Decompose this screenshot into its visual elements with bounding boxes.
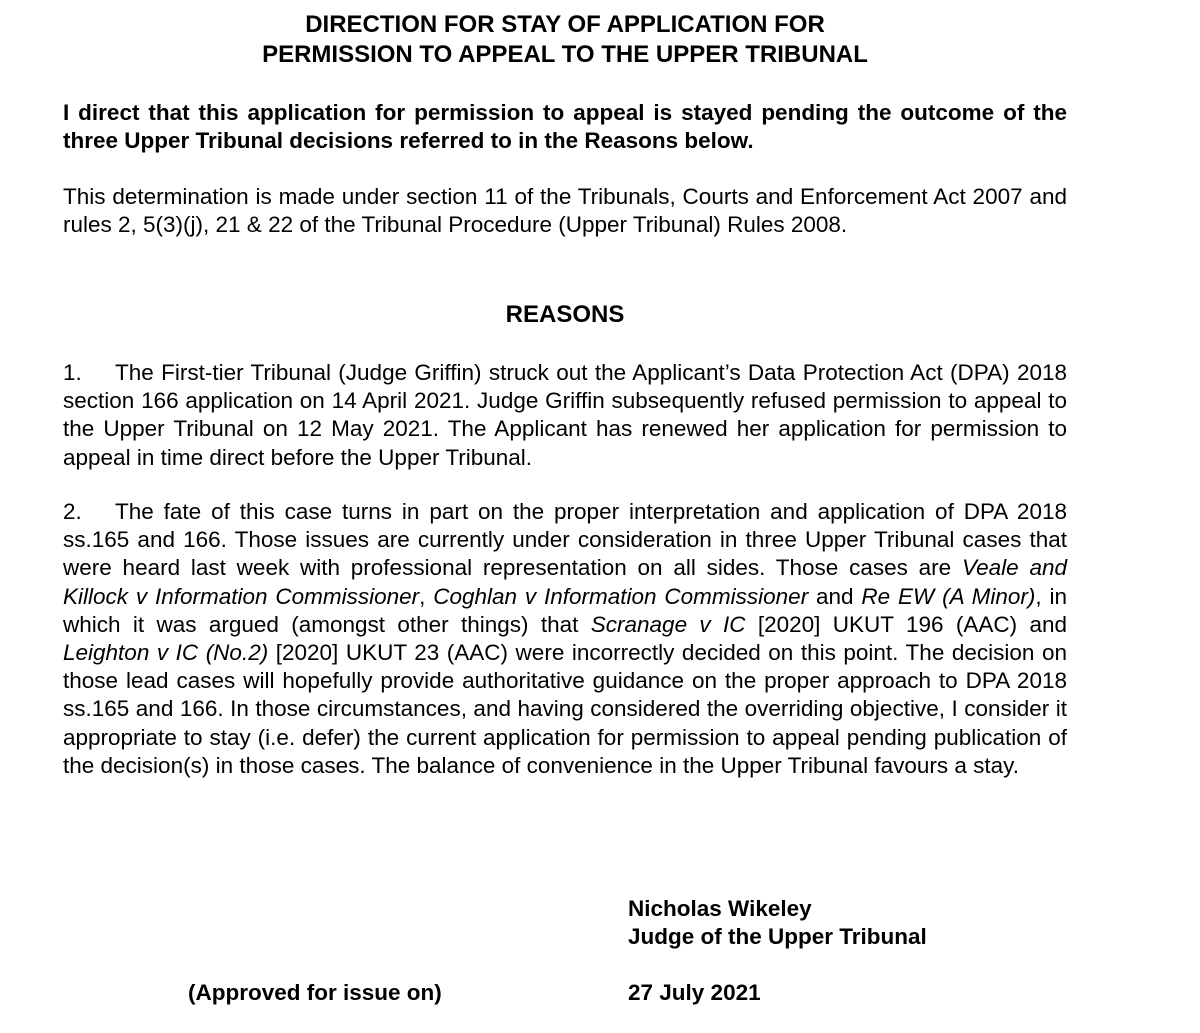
case-name: Scranage v IC bbox=[590, 611, 746, 637]
case-name: Veale and Killock v Information Commissioner bbox=[63, 555, 1067, 609]
paragraph-text: [2020] UKUT 23 (AAC) were incorrectly decided on this point. The decision on those lead cases will hopefully provide authoritative guidance on the proper approach to DPA 2018 ss.165 and 166. In those circumstances, and having considered the overriding objective, I consider it appropriate to stay (i.e. defer) the current application for permission to appeal pending publication of the decision(s) in those cases. The balance of convenience in the Upper Tribunal favours a stay. bbox=[63, 640, 1067, 778]
paragraph-number: 1. bbox=[63, 360, 82, 385]
approved-for-issue-label: (Approved for issue on) bbox=[188, 980, 442, 1005]
paragraph-number: 2. bbox=[63, 499, 82, 524]
reason-paragraph-1 bbox=[63, 359, 1067, 472]
determination-statement: This determination is made under section 11 of the Tribunals, Courts and Enforcement Act 2007 and rules 2, 5(3)(j), 21 & 22 of the Tribunal Procedure (Upper Tribunal) Rules 2008. bbox=[63, 184, 1067, 238]
paragraph-text: , bbox=[419, 583, 434, 609]
paragraph-text: The fate of this case turns in part on the proper interpretation and application of DPA 2018 ss.165 and 166. Those issues are currently under consideration in three Upper Tribunal cases that were heard last week with professional representation on all sides. Those cases are bbox=[63, 499, 1067, 581]
signatory-name: Nicholas Wikeley bbox=[628, 896, 812, 921]
reason-paragraph-2 bbox=[63, 498, 1067, 780]
document-title-line-2: PERMISSION TO APPEAL TO THE UPPER TRIBUNAL bbox=[262, 41, 868, 68]
issue-date: 27 July 2021 bbox=[628, 980, 761, 1005]
paragraph-text: The First-tier Tribunal (Judge Griffin) struck out the Applicant’s Data Protection Act (DPA) 2018 section 166 application on 14 April 2021. Judge Griffin subsequently refused permission to appeal to the Upper Tribunal on 12 May 2021. The Applicant has renewed her application for permission to appeal in time direct before the Upper Tribunal. bbox=[63, 360, 1067, 470]
signatory-role: Judge of the Upper Tribunal bbox=[628, 924, 927, 949]
case-name: Leighton v IC (No.2) bbox=[63, 640, 269, 666]
paragraph-text: , in which it was argued (amongst other things) that bbox=[63, 583, 1067, 637]
reasons-heading: REASONS bbox=[505, 301, 625, 328]
document-title-line-1: DIRECTION FOR STAY OF APPLICATION FOR bbox=[305, 11, 825, 38]
paragraph-text: and bbox=[808, 583, 862, 609]
case-name: Re EW (A Minor) bbox=[861, 583, 1036, 609]
paragraph-text: [2020] UKUT 196 (AAC) and bbox=[745, 611, 1067, 637]
case-name: Coghlan v Information Commissioner bbox=[433, 583, 809, 609]
direction-statement: I direct that this application for permission to appeal is stayed pending the outcome of the three Upper Tribunal decisions referred to in the Reasons below. bbox=[63, 100, 1067, 154]
